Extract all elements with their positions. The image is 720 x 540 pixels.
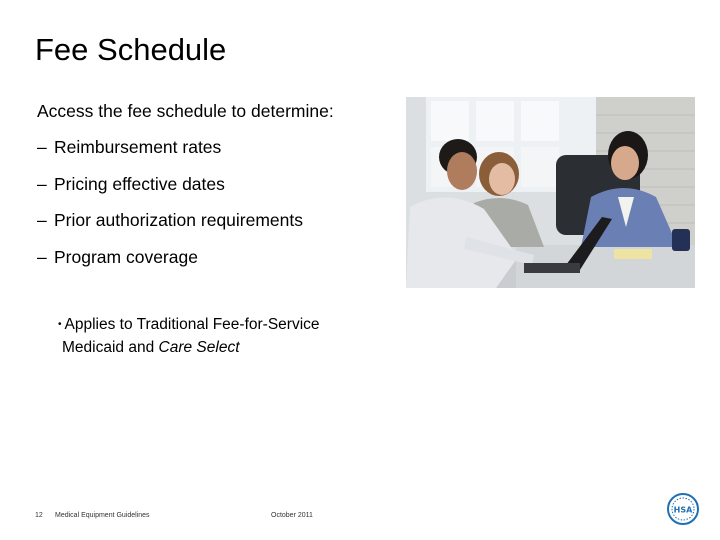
dash-marker: – bbox=[37, 137, 47, 157]
coverage-note bbox=[58, 313, 320, 359]
slide-title: Fee Schedule bbox=[35, 32, 227, 67]
bullet-text: Reimbursement rates bbox=[54, 137, 222, 157]
bullet-item bbox=[37, 173, 303, 210]
bullet-list bbox=[37, 136, 303, 282]
bullet-text: Program coverage bbox=[54, 246, 198, 267]
note-line-2 bbox=[58, 336, 320, 359]
footer-date: October 2011 bbox=[271, 512, 313, 519]
bullet-text: Prior authorization requirements bbox=[54, 210, 304, 230]
intro-text: Access the fee schedule to determine: bbox=[37, 101, 334, 121]
svg-text:HSA: HSA bbox=[673, 505, 693, 515]
note-line-1-text: Applies to Traditional Fee-for-Service bbox=[64, 316, 320, 333]
program-name-italic: Care Select bbox=[158, 339, 240, 356]
dash-marker: – bbox=[37, 210, 47, 230]
footer-document-name: Medical Equipment Guidelines bbox=[55, 512, 150, 519]
dash-marker: – bbox=[37, 246, 47, 267]
bullet-item bbox=[37, 209, 303, 246]
meeting-photo bbox=[406, 97, 695, 288]
note-bullet-marker: • bbox=[58, 319, 62, 330]
footer-page-number: 12 bbox=[35, 512, 43, 519]
bullet-item bbox=[37, 246, 303, 283]
hsa-logo-icon bbox=[667, 493, 699, 525]
bullet-item bbox=[37, 136, 303, 173]
note-line-1 bbox=[58, 313, 320, 336]
note-line-2-text: Medicaid and bbox=[62, 339, 159, 356]
dash-marker: – bbox=[37, 173, 47, 194]
bullet-text: Pricing effective dates bbox=[54, 173, 225, 194]
